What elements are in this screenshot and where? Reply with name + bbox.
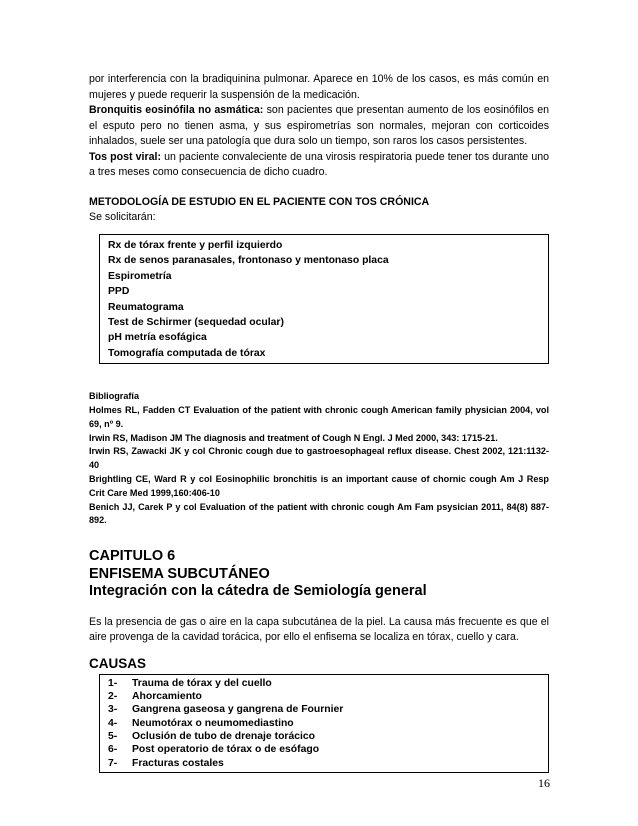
paragraph-eosinophilic-bronchitis [89, 103, 549, 150]
chapter-intro-paragraph: Es la presencia de gas o aire en la capa subcutánea de la piel. La causa más frecuente es que el aire provenga de la cavidad torácica, por ello el enfisema se localiza en tórax, cuello y cara. [89, 615, 549, 644]
study-item: Test de Schirmer (sequedad ocular) [108, 317, 284, 329]
bibliography-entry: Holmes RL, Fadden CT Evaluation of the patient with chronic cough American family physician 2004, vol 69, nº 9. [89, 405, 549, 429]
cause-number: 1- [108, 677, 118, 689]
bibliography-entry: Irwin RS, Madison JM The diagnosis and treatment of Cough N Engl. J Med 2000, 343: 1715-21. [89, 432, 498, 443]
bibliography-title: Bibliografía [89, 391, 140, 402]
cause-number: 2- [108, 691, 118, 703]
cause-text: Gangrena gaseosa y gangrena de Fournier [132, 704, 344, 716]
cause-item [108, 677, 540, 690]
methodology-subtext: Se solicitarán: [89, 210, 156, 223]
chapter-subtitle: Integración con la cátedra de Semiología general [89, 583, 427, 600]
cause-text: Trauma de tórax y del cuello [132, 677, 272, 689]
cause-number: 7- [108, 757, 118, 769]
bibliography-entry: Irwin RS, Zawacki JK y col Chronic cough due to gastroesophageal reflux disease. Chest 2002, 121:1132-40 [89, 446, 549, 471]
chapter-heading [89, 548, 549, 601]
cause-text: Post operatorio de tórax o de esófago [132, 744, 320, 756]
methodology-heading: METODOLOGÍA DE ESTUDIO EN EL PACIENTE CON TOS CRÓNICA [89, 195, 430, 208]
cause-text: Ahorcamiento [132, 691, 202, 703]
paragraph-ieca-cough: por interferencia con la bradiquinina pulmonar. Aparece en 10% de los casos, es más común en mujeres y puede requerir la suspensión de la medicación. [89, 73, 549, 101]
bibliography-entry: Brightling CE, Ward R y col Eosinophilic bronchitis is an important cause of chornic cough Am J Resp Crit Care Med 1999,160:406-10 [89, 474, 549, 498]
study-item: Reumatograma [108, 301, 184, 313]
study-item: PPD [108, 286, 130, 298]
methodology-studies-box [99, 234, 549, 364]
study-item: pH metría esofágica [108, 332, 207, 344]
cause-number: 3- [108, 704, 118, 716]
text-post-viral-cough: un paciente convaleciente de una virosis respiratoria puede tener tos durante uno a tres meses como consecuencia de dicho cuadro. [89, 150, 549, 178]
cause-number: 4- [108, 717, 118, 729]
cause-item [108, 743, 540, 756]
study-item: Tomografía computada de tórax [108, 347, 266, 359]
cause-item [108, 690, 540, 703]
cause-text: Oclusión de tubo de drenaje torácico [132, 730, 316, 742]
cause-number: 5- [108, 730, 118, 742]
causes-heading: CAUSAS [89, 655, 147, 671]
term-eosinophilic-bronchitis: Bronquitis eosinófila no asmática: [89, 104, 264, 116]
cause-item [108, 757, 540, 770]
bibliography-entry: Benich JJ, Carek P y col Evaluation of the patient with chronic cough Am Fam psysician 2011, 84(8) 887-892. [89, 501, 549, 526]
study-item: Espirometría [108, 270, 172, 282]
study-item: Rx de tórax frente y perfil izquierdo [108, 240, 283, 251]
cause-text: Fracturas costales [132, 757, 224, 769]
cause-number: 6- [108, 744, 118, 756]
cause-item [108, 717, 540, 730]
chapter-number: CAPITULO 6 [89, 548, 176, 565]
cause-text: Neumotórax o neumomediastino [132, 717, 294, 729]
bibliography [89, 390, 549, 528]
study-item: Rx de senos paranasales, frontonaso y mentonaso placa [108, 255, 389, 267]
document-page [89, 72, 549, 773]
chapter-title: ENFISEMA SUBCUTÁNEO [89, 565, 270, 582]
page-number: 16 [538, 776, 550, 790]
term-post-viral-cough: Tos post viral: [89, 150, 161, 163]
cause-item [108, 703, 540, 716]
cause-item [108, 730, 540, 743]
causes-list-box [99, 674, 549, 773]
paragraph-post-viral-cough [89, 150, 549, 181]
text-eosinophilic-bronchitis: son pacientes que presentan aumento de los eosinófilos en el esputo pero no tienen asma, y sus espirometrías son normales, mejoran con corticoides inhalados, suele ser una patología que dura solo un tiempo, son raros los casos persistentes. [89, 104, 550, 147]
